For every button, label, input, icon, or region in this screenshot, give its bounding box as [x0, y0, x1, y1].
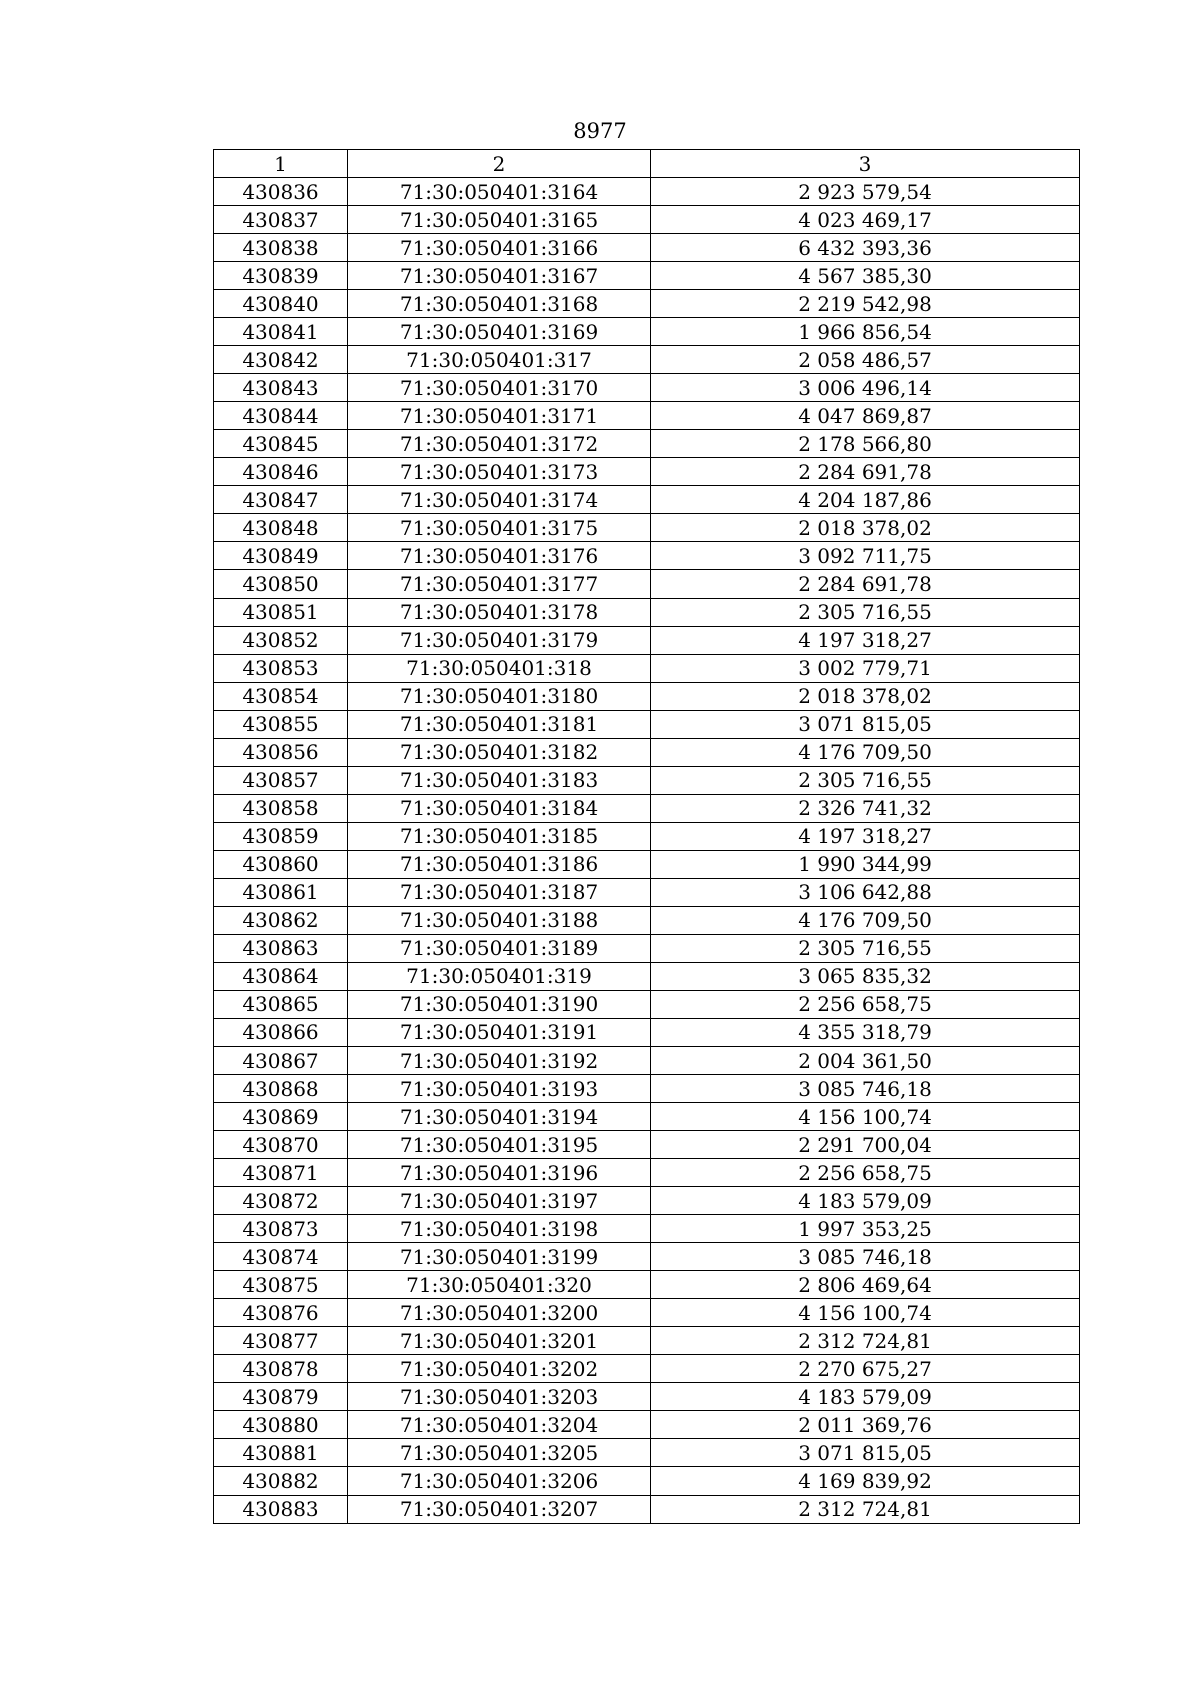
cadastral-number-cell: 71:30:050401:3173 — [348, 458, 651, 486]
table-row — [214, 822, 1080, 850]
table-row — [214, 738, 1080, 766]
data-table — [213, 149, 1080, 1524]
row-number-cell: 430840 — [214, 290, 348, 318]
cadastral-number-cell: 71:30:050401:3189 — [348, 934, 651, 962]
table-row — [214, 374, 1080, 402]
cadastral-number-cell: 71:30:050401:3197 — [348, 1187, 651, 1215]
table-row — [214, 878, 1080, 906]
cadastral-number-cell: 71:30:050401:3167 — [348, 262, 651, 290]
cadastral-number-cell: 71:30:050401:3177 — [348, 570, 651, 598]
column-header-2: 2 — [348, 150, 651, 178]
table-row — [214, 682, 1080, 710]
cadastral-number-cell: 71:30:050401:3187 — [348, 878, 651, 906]
row-number-cell: 430858 — [214, 794, 348, 822]
table-row — [214, 514, 1080, 542]
cadastral-number-cell: 71:30:050401:3203 — [348, 1383, 651, 1411]
value-cell: 4 156 100,74 — [651, 1299, 1080, 1327]
row-number-cell: 430851 — [214, 598, 348, 626]
row-number-cell: 430862 — [214, 906, 348, 934]
table-row — [214, 1411, 1080, 1439]
table-row — [214, 710, 1080, 738]
value-cell: 4 183 579,09 — [651, 1383, 1080, 1411]
value-cell: 2 219 542,98 — [651, 290, 1080, 318]
table-row — [214, 458, 1080, 486]
value-cell: 3 071 815,05 — [651, 1439, 1080, 1467]
cadastral-number-cell: 71:30:050401:317 — [348, 346, 651, 374]
column-header-1: 1 — [214, 150, 348, 178]
row-number-cell: 430865 — [214, 990, 348, 1018]
table-row — [214, 346, 1080, 374]
row-number-cell: 430866 — [214, 1018, 348, 1046]
value-cell: 4 047 869,87 — [651, 402, 1080, 430]
row-number-cell: 430837 — [214, 206, 348, 234]
cadastral-number-cell: 71:30:050401:3200 — [348, 1299, 651, 1327]
cadastral-number-cell: 71:30:050401:3171 — [348, 402, 651, 430]
page-number: 8977 — [573, 119, 627, 143]
row-number-cell: 430860 — [214, 850, 348, 878]
table-row — [214, 906, 1080, 934]
table-row — [214, 178, 1080, 206]
row-number-cell: 430847 — [214, 486, 348, 514]
cadastral-number-cell: 71:30:050401:3207 — [348, 1495, 651, 1523]
value-cell: 1 966 856,54 — [651, 318, 1080, 346]
value-cell: 2 284 691,78 — [651, 458, 1080, 486]
value-cell: 3 071 815,05 — [651, 710, 1080, 738]
cadastral-number-cell: 71:30:050401:3183 — [348, 766, 651, 794]
cadastral-number-cell: 71:30:050401:3206 — [348, 1467, 651, 1495]
row-number-cell: 430878 — [214, 1355, 348, 1383]
cadastral-number-cell: 71:30:050401:3168 — [348, 290, 651, 318]
table-row — [214, 1271, 1080, 1299]
value-cell: 4 156 100,74 — [651, 1103, 1080, 1131]
row-number-cell: 430853 — [214, 654, 348, 682]
cadastral-number-cell: 71:30:050401:3182 — [348, 738, 651, 766]
row-number-cell: 430873 — [214, 1215, 348, 1243]
table-row — [214, 1439, 1080, 1467]
table-row — [214, 1243, 1080, 1271]
value-cell: 2 326 741,32 — [651, 794, 1080, 822]
value-cell: 2 284 691,78 — [651, 570, 1080, 598]
row-number-cell: 430870 — [214, 1131, 348, 1159]
value-cell: 3 006 496,14 — [651, 374, 1080, 402]
value-cell: 4 176 709,50 — [651, 738, 1080, 766]
table-row — [214, 486, 1080, 514]
value-cell: 4 355 318,79 — [651, 1018, 1080, 1046]
value-cell: 2 312 724,81 — [651, 1327, 1080, 1355]
value-cell: 4 169 839,92 — [651, 1467, 1080, 1495]
value-cell: 2 058 486,57 — [651, 346, 1080, 374]
table-row — [214, 542, 1080, 570]
table-row — [214, 598, 1080, 626]
row-number-cell: 430881 — [214, 1439, 348, 1467]
table-row — [214, 654, 1080, 682]
table-row — [214, 430, 1080, 458]
value-cell: 2 018 378,02 — [651, 682, 1080, 710]
cadastral-number-cell: 71:30:050401:3202 — [348, 1355, 651, 1383]
row-number-cell: 430845 — [214, 430, 348, 458]
value-cell: 4 176 709,50 — [651, 906, 1080, 934]
cadastral-number-cell: 71:30:050401:318 — [348, 654, 651, 682]
table-row — [214, 962, 1080, 990]
cadastral-number-cell: 71:30:050401:3192 — [348, 1047, 651, 1075]
cadastral-number-cell: 71:30:050401:3169 — [348, 318, 651, 346]
value-cell: 3 065 835,32 — [651, 962, 1080, 990]
value-cell: 4 204 187,86 — [651, 486, 1080, 514]
value-cell: 3 085 746,18 — [651, 1243, 1080, 1271]
table-row — [214, 402, 1080, 430]
table-row — [214, 1018, 1080, 1046]
value-cell: 2 004 361,50 — [651, 1047, 1080, 1075]
cadastral-number-cell: 71:30:050401:3193 — [348, 1075, 651, 1103]
cadastral-number-cell: 71:30:050401:319 — [348, 962, 651, 990]
cadastral-number-cell: 71:30:050401:3184 — [348, 794, 651, 822]
cadastral-number-cell: 71:30:050401:3186 — [348, 850, 651, 878]
table-row — [214, 850, 1080, 878]
row-number-cell: 430882 — [214, 1467, 348, 1495]
table-row — [214, 626, 1080, 654]
cadastral-number-cell: 71:30:050401:3196 — [348, 1159, 651, 1187]
value-cell: 1 990 344,99 — [651, 850, 1080, 878]
row-number-cell: 430867 — [214, 1047, 348, 1075]
cadastral-number-cell: 71:30:050401:3174 — [348, 486, 651, 514]
value-cell: 2 270 675,27 — [651, 1355, 1080, 1383]
row-number-cell: 430880 — [214, 1411, 348, 1439]
value-cell: 1 997 353,25 — [651, 1215, 1080, 1243]
value-cell: 3 092 711,75 — [651, 542, 1080, 570]
value-cell: 2 305 716,55 — [651, 766, 1080, 794]
table-row — [214, 1131, 1080, 1159]
row-number-cell: 430874 — [214, 1243, 348, 1271]
value-cell: 6 432 393,36 — [651, 234, 1080, 262]
table-row — [214, 990, 1080, 1018]
cadastral-number-cell: 71:30:050401:3175 — [348, 514, 651, 542]
row-number-cell: 430838 — [214, 234, 348, 262]
cadastral-number-cell: 71:30:050401:3180 — [348, 682, 651, 710]
row-number-cell: 430848 — [214, 514, 348, 542]
value-cell: 3 085 746,18 — [651, 1075, 1080, 1103]
row-number-cell: 430849 — [214, 542, 348, 570]
row-number-cell: 430839 — [214, 262, 348, 290]
table-row — [214, 318, 1080, 346]
row-number-cell: 430868 — [214, 1075, 348, 1103]
table-row — [214, 934, 1080, 962]
table-row — [214, 1383, 1080, 1411]
value-cell: 3 002 779,71 — [651, 654, 1080, 682]
table-row — [214, 1355, 1080, 1383]
cadastral-number-cell: 71:30:050401:3181 — [348, 710, 651, 738]
row-number-cell: 430883 — [214, 1495, 348, 1523]
cadastral-number-cell: 71:30:050401:3199 — [348, 1243, 651, 1271]
row-number-cell: 430846 — [214, 458, 348, 486]
cadastral-number-cell: 71:30:050401:3164 — [348, 178, 651, 206]
cadastral-number-cell: 71:30:050401:3172 — [348, 430, 651, 458]
cadastral-number-cell: 71:30:050401:3194 — [348, 1103, 651, 1131]
value-cell: 4 183 579,09 — [651, 1187, 1080, 1215]
table-row — [214, 1215, 1080, 1243]
table-row — [214, 1327, 1080, 1355]
cadastral-number-cell: 71:30:050401:3201 — [348, 1327, 651, 1355]
table-row — [214, 1159, 1080, 1187]
cadastral-number-cell: 71:30:050401:3188 — [348, 906, 651, 934]
table-header-row — [214, 150, 1080, 178]
row-number-cell: 430844 — [214, 402, 348, 430]
value-cell: 4 197 318,27 — [651, 822, 1080, 850]
cadastral-number-cell: 71:30:050401:3195 — [348, 1131, 651, 1159]
value-cell: 2 806 469,64 — [651, 1271, 1080, 1299]
row-number-cell: 430859 — [214, 822, 348, 850]
value-cell: 4 567 385,30 — [651, 262, 1080, 290]
row-number-cell: 430863 — [214, 934, 348, 962]
row-number-cell: 430869 — [214, 1103, 348, 1131]
table-row — [214, 206, 1080, 234]
value-cell: 2 011 369,76 — [651, 1411, 1080, 1439]
row-number-cell: 430841 — [214, 318, 348, 346]
table-row — [214, 1075, 1080, 1103]
table-row — [214, 262, 1080, 290]
cadastral-number-cell: 71:30:050401:3205 — [348, 1439, 651, 1467]
row-number-cell: 430842 — [214, 346, 348, 374]
value-cell: 2 291 700,04 — [651, 1131, 1080, 1159]
table-row — [214, 290, 1080, 318]
value-cell: 2 256 658,75 — [651, 1159, 1080, 1187]
cadastral-number-cell: 71:30:050401:3204 — [348, 1411, 651, 1439]
row-number-cell: 430864 — [214, 962, 348, 990]
column-header-3: 3 — [651, 150, 1080, 178]
row-number-cell: 430854 — [214, 682, 348, 710]
table-row — [214, 570, 1080, 598]
table-row — [214, 1467, 1080, 1495]
row-number-cell: 430875 — [214, 1271, 348, 1299]
row-number-cell: 430850 — [214, 570, 348, 598]
row-number-cell: 430855 — [214, 710, 348, 738]
row-number-cell: 430856 — [214, 738, 348, 766]
row-number-cell: 430871 — [214, 1159, 348, 1187]
table-row — [214, 794, 1080, 822]
cadastral-number-cell: 71:30:050401:3185 — [348, 822, 651, 850]
cadastral-number-cell: 71:30:050401:3178 — [348, 598, 651, 626]
cadastral-number-cell: 71:30:050401:3191 — [348, 1018, 651, 1046]
cadastral-number-cell: 71:30:050401:3170 — [348, 374, 651, 402]
value-cell: 2 305 716,55 — [651, 598, 1080, 626]
cadastral-number-cell: 71:30:050401:3190 — [348, 990, 651, 1018]
row-number-cell: 430877 — [214, 1327, 348, 1355]
table-row — [214, 1495, 1080, 1523]
table-row — [214, 1299, 1080, 1327]
row-number-cell: 430836 — [214, 178, 348, 206]
table-row — [214, 1187, 1080, 1215]
cadastral-number-cell: 71:30:050401:3176 — [348, 542, 651, 570]
cadastral-number-cell: 71:30:050401:3179 — [348, 626, 651, 654]
row-number-cell: 430876 — [214, 1299, 348, 1327]
value-cell: 2 256 658,75 — [651, 990, 1080, 1018]
value-cell: 2 923 579,54 — [651, 178, 1080, 206]
value-cell: 2 312 724,81 — [651, 1495, 1080, 1523]
cadastral-number-cell: 71:30:050401:3198 — [348, 1215, 651, 1243]
table-row — [214, 234, 1080, 262]
value-cell: 2 178 566,80 — [651, 430, 1080, 458]
cadastral-number-cell: 71:30:050401:3165 — [348, 206, 651, 234]
value-cell: 4 023 469,17 — [651, 206, 1080, 234]
value-cell: 2 018 378,02 — [651, 514, 1080, 542]
row-number-cell: 430872 — [214, 1187, 348, 1215]
table-row — [214, 1103, 1080, 1131]
row-number-cell: 430852 — [214, 626, 348, 654]
row-number-cell: 430861 — [214, 878, 348, 906]
value-cell: 2 305 716,55 — [651, 934, 1080, 962]
value-cell: 3 106 642,88 — [651, 878, 1080, 906]
row-number-cell: 430857 — [214, 766, 348, 794]
table-row — [214, 1047, 1080, 1075]
value-cell: 4 197 318,27 — [651, 626, 1080, 654]
row-number-cell: 430879 — [214, 1383, 348, 1411]
cadastral-number-cell: 71:30:050401:3166 — [348, 234, 651, 262]
row-number-cell: 430843 — [214, 374, 348, 402]
table-row — [214, 766, 1080, 794]
cadastral-number-cell: 71:30:050401:320 — [348, 1271, 651, 1299]
table-body — [214, 178, 1080, 1524]
